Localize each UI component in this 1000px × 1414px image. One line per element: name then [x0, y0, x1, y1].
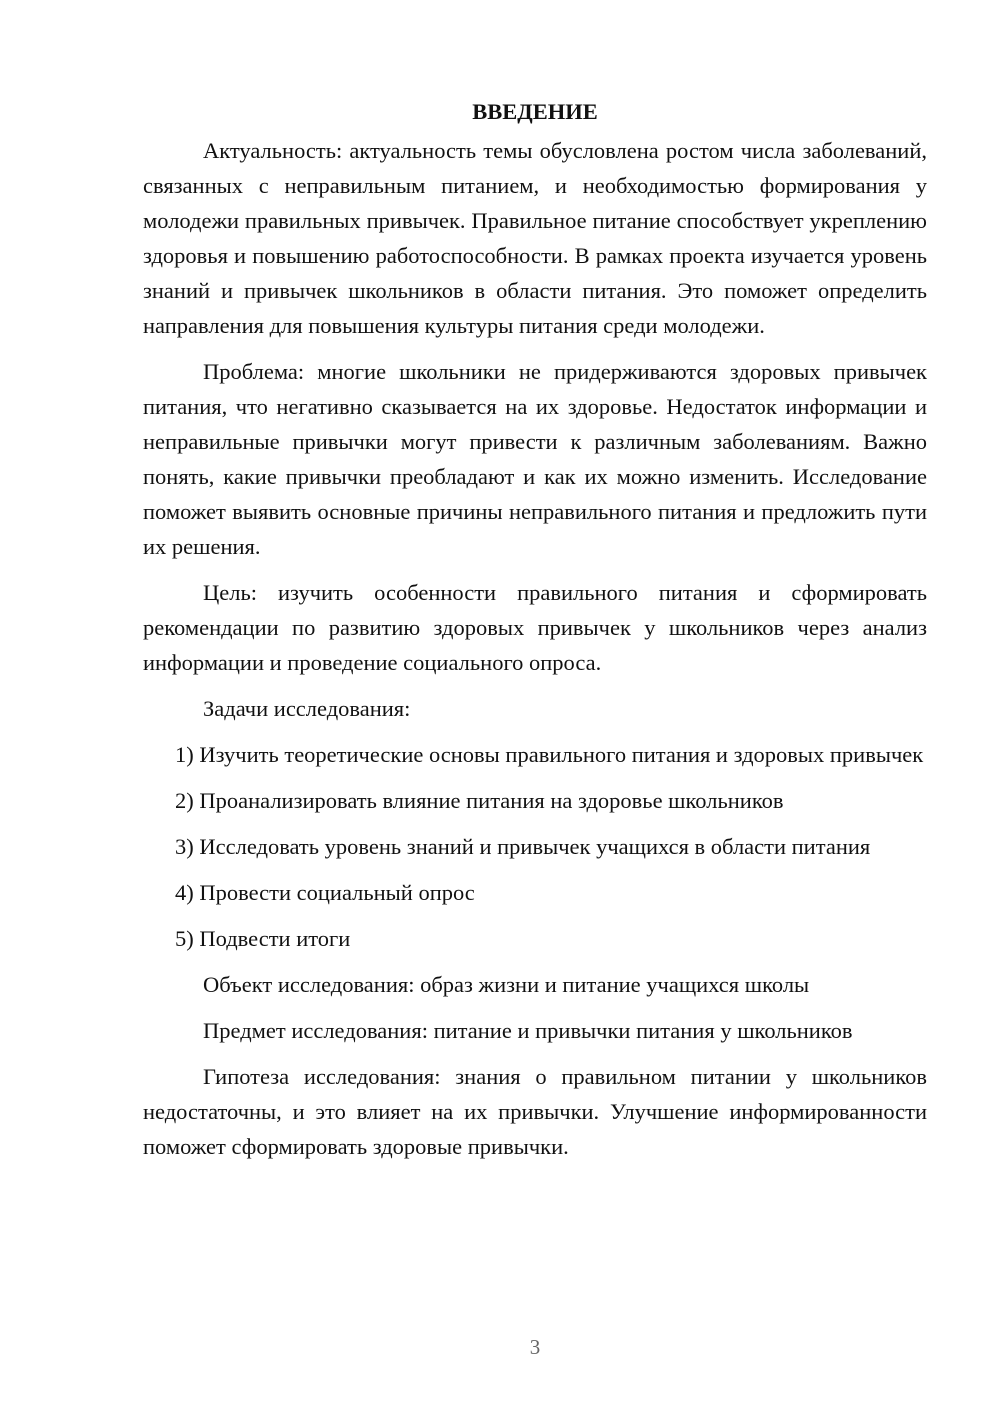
- task-item-1: 1) Изучить теоретические основы правильного питания и здоровых привычек: [175, 742, 924, 767]
- task-item-2: 2) Проанализировать влияние питания на здоровье школьников: [175, 788, 784, 813]
- research-object: Объект исследования: образ жизни и питание учащихся школы: [203, 972, 810, 997]
- page-number: 3: [529, 1335, 541, 1359]
- task-item-4: 4) Провести социальный опрос: [175, 880, 475, 905]
- section-title: ВВЕДЕНИЕ: [472, 99, 598, 124]
- goal-paragraph: Цель: изучить особенности правильного питания и сформировать рекомендации по развитию здоровых привычек у школьников через анализ информации и проведение социального опроса.: [143, 580, 927, 675]
- problem-paragraph: Проблема: многие школьники не придерживаются здоровых привычек питания, что негативно сказывается на их здоровье. Недостаток информации и неправильные привычки могут привести к различным заболеваниям. Важно понять, какие привычки преобладают и как их можно изменить. Исследование поможет выявить основные причины неправильного питания и предложить пути их решения.: [143, 359, 927, 559]
- research-subject: Предмет исследования: питание и привычки питания у школьников: [203, 1018, 853, 1043]
- task-item-5: 5) Подвести итоги: [175, 926, 351, 951]
- tasks-heading: Задачи исследования:: [203, 696, 411, 721]
- relevance-paragraph: Актуальность: актуальность темы обусловлена ростом числа заболеваний, связанных с неправильным питанием, и необходимостью формирования у молодежи правильных привычек. Правильное питание способствует укреплению здоровья и повышению работоспособности. В рамках проекта изучается уровень знаний и привычек школьников в области питания. Это поможет определить направления для повышения культуры питания среди молодежи.: [143, 138, 927, 338]
- task-item-3: 3) Исследовать уровень знаний и привычек учащихся в области питания: [175, 834, 871, 859]
- document-body: [143, 94, 927, 1175]
- hypothesis-paragraph: Гипотеза исследования: знания о правильном питании у школьников недостаточны, и это влияет на их привычки. Улучшение информированности поможет сформировать здоровые привычки.: [143, 1064, 927, 1159]
